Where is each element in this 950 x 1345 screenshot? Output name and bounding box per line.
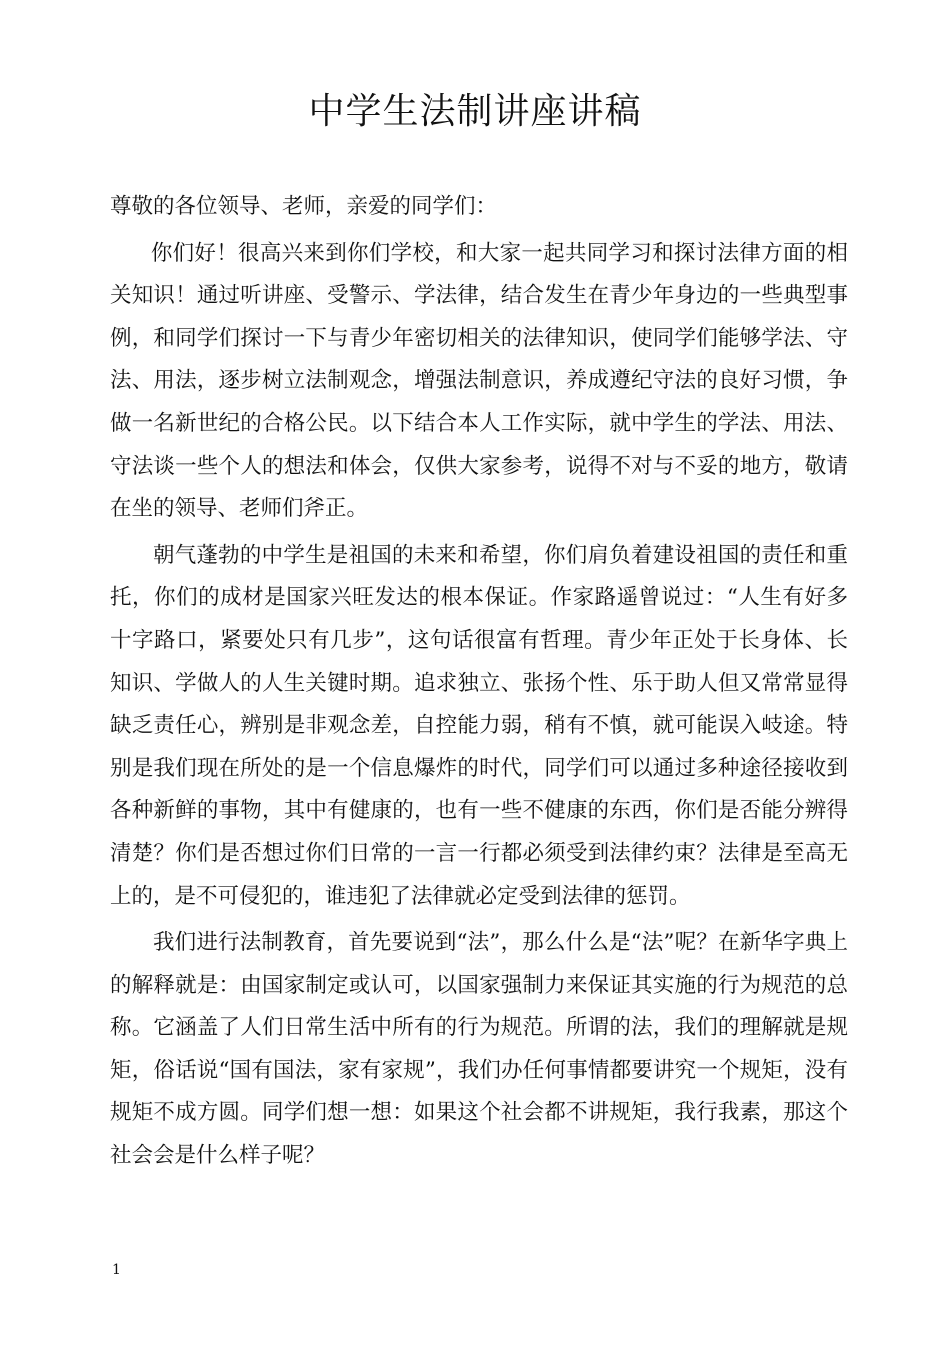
document-body [110, 186, 848, 1182]
document-title: 中学生法制讲座讲稿 [308, 91, 642, 132]
paragraph-1: 你们好！很高兴来到你们学校，和大家一起共同学习和探讨法律方面的相关知识！通过听讲座、受警示、学法律，结合发生在青少年身边的一些典型事例，和同学们探讨一下与青少年密切相关的法律知识，使同学们能够学法、守法、用法，逐步树立法制观念，增强法制意识，养成遵纪守法的良好习惯，争做一名新世纪的合格公民。以下结合本人工作实际，就中学生的学法、用法、守法谈一些个人的想法和体会，仅供大家参考，说得不对与不妥的地方，敬请在坐的领导、老师们斧正。 [110, 240, 848, 522]
paragraph-3: 我们进行法制教育，首先要说到“法”，那么什么是“法”呢？在新华字典上的解释就是：由国家制定或认可，以国家强制力来保证其实施的行为规范的总称。它涵盖了人们日常生活中所有的行为规范。所谓的法，我们的理解就是规矩，俗话说“国有国法，家有家规”，我们办任何事情都要讲究一个规矩，没有规矩不成方圆。同学们想一想：如果这个社会都不讲规矩，我行我素，那这个社会会是什么样子呢？ [110, 930, 848, 1169]
salutation: 尊敬的各位领导、老师，亲爱的同学们： [110, 194, 498, 219]
paragraph-2: 朝气蓬勃的中学生是祖国的未来和希望，你们肩负着建设祖国的责任和重托，你们的成材是国家兴旺发达的根本保证。作家路遥曾说过：“人生有好多十字路口，紧要处只有几步”，这句话很富有哲理。青少年正处于长身体、长知识、学做人的人生关键时期。追求独立、张扬个性、乐于助人但又常常显得缺乏责任心，辨别是非观念差，自控能力弱，稍有不慎，就可能误入岐途。特别是我们现在所处的是一个信息爆炸的时代，同学们可以通过多种途径接收到各种新鲜的事物，其中有健康的，也有一些不健康的东西，你们是否能分辨得清楚？你们是否想过你们日常的一言一行都必须受到法律约束？法律是至高无上的，是不可侵犯的，谁违犯了法律就必定受到法律的惩罚。 [110, 542, 848, 909]
page-number: 1 [112, 1262, 121, 1278]
